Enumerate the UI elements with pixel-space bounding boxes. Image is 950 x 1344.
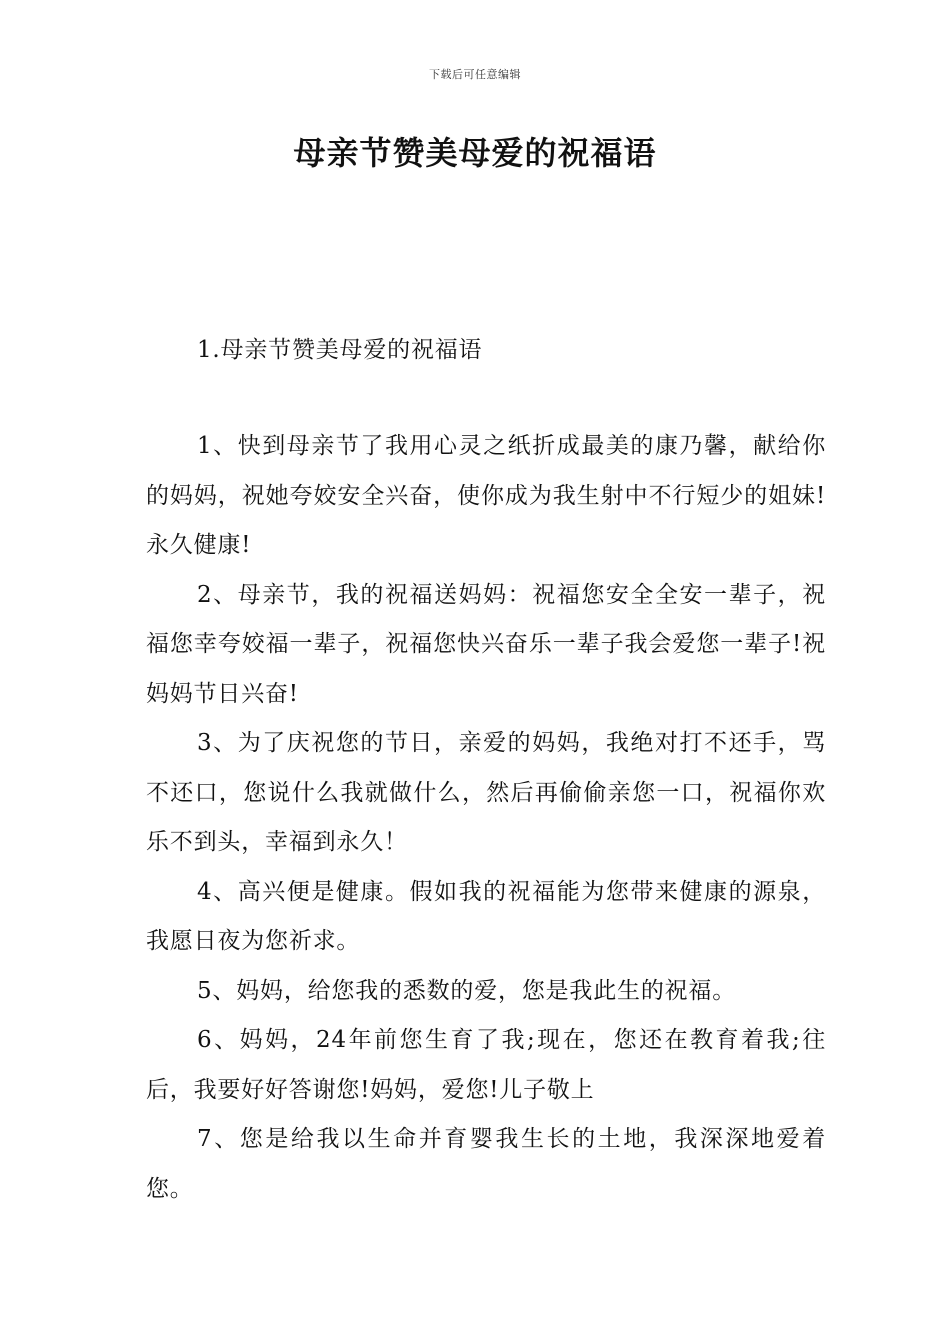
paragraph-4: 4、高兴便是健康。假如我的祝福能为您带来健康的源泉，我愿日夜为您祈求。 (146, 878, 826, 954)
paragraph-6: 6、妈妈，24年前您生育了我;现在，您还在教育着我;往后，我要好好答谢您!妈妈，爱您!儿子敬上 (146, 1027, 826, 1103)
paragraph-2: 2、母亲节，我的祝福送妈妈：祝福您安全全安一辈子，祝福您幸夸姣福一辈子，祝福您快兴奋乐一辈子我会爱您一辈子!祝妈妈节日兴奋! (146, 581, 826, 707)
header-note: 下载后可任意编辑 (429, 68, 521, 81)
paragraph-7: 7、您是给我以生命并育婴我生长的土地，我深深地爱着您。 (146, 1126, 826, 1202)
document-body (146, 422, 826, 1214)
paragraph-3: 3、为了庆祝您的节日，亲爱的妈妈，我绝对打不还手，骂不还口，您说什么我就做什么，然后再偷偷亲您一口，祝福你欢乐不到头，幸福到永久！ (146, 730, 826, 855)
section-heading: 1.母亲节赞美母爱的祝福语 (197, 337, 483, 363)
document-title: 母亲节赞美母爱的祝福语 (293, 134, 657, 172)
paragraph-5: 5、妈妈，给您我的悉数的爱，您是我此生的祝福。 (197, 977, 737, 1004)
paragraph-1: 1、快到母亲节了我用心灵之纸折成最美的康乃馨，献给你的妈妈，祝她夸姣安全兴奋，使你成为我生射中不行短少的姐妹!永久健康! (146, 433, 826, 558)
